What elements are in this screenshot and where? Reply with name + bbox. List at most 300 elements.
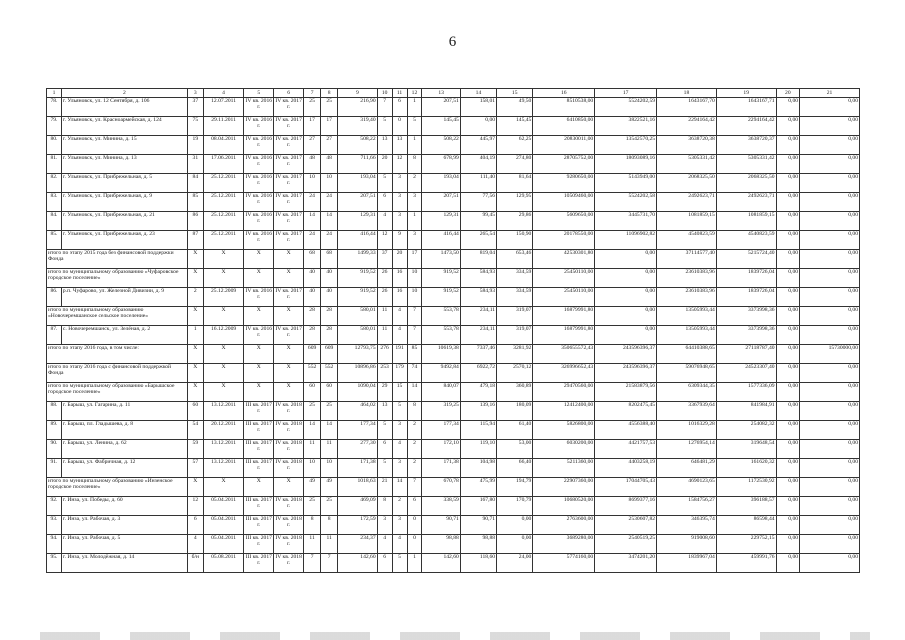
cell-c17: 0,00	[595, 307, 657, 326]
row-number: 82.	[47, 174, 62, 193]
cell-c5: IV кв. 2016 г.	[244, 326, 274, 345]
cell-c16: 20830011,00	[533, 136, 595, 155]
cell-c5: X	[244, 345, 274, 364]
cell-c19: 3638720,37	[716, 136, 776, 155]
cell-c11: 3	[392, 212, 407, 231]
cell-c21: 0,00	[800, 402, 860, 421]
cell-c10: 4	[377, 535, 392, 554]
cell-c4: X	[203, 269, 244, 288]
address-cell: г. Барыш, ул. Фабричная, д. 12	[61, 459, 187, 478]
cell-c5: X	[244, 250, 274, 269]
cell-c16: 10680520,00	[533, 497, 595, 516]
cell-c10: 276	[377, 345, 392, 364]
cell-c6: IV кв. 2017 г.	[274, 212, 304, 231]
cell-c21: 0,00	[800, 364, 860, 383]
cell-c11: 9	[392, 231, 407, 250]
cell-c14: 819,04	[460, 250, 496, 269]
cell-c11: 20	[392, 250, 407, 269]
cell-c12: 10	[407, 288, 422, 307]
cell-c5: III кв. 2017 г.	[244, 554, 274, 573]
cell-c9: 172,59	[338, 516, 377, 535]
cell-c11: 15	[392, 383, 407, 402]
cell-c19: 3373998,36	[716, 307, 776, 326]
cell-c17: 5143949,00	[595, 174, 657, 193]
cell-c19: 1172530,92	[716, 478, 776, 497]
cell-c12: 85	[407, 345, 422, 364]
cell-c14: 404,19	[460, 155, 496, 174]
cell-c15: 360,89	[497, 383, 533, 402]
cell-c14: 584,93	[460, 288, 496, 307]
cell-c20: 0,00	[776, 497, 799, 516]
cell-c14: 445,97	[460, 136, 496, 155]
cell-c13: 508,22	[422, 136, 460, 155]
cell-c14: 111,40	[460, 174, 496, 193]
cell-c15: 53,00	[497, 440, 533, 459]
cell-c17: 3445731,70	[595, 212, 657, 231]
cell-c13: 171,38	[422, 459, 460, 478]
cell-c7: 14	[304, 212, 321, 231]
cell-c20: 0,00	[776, 459, 799, 478]
table-row	[47, 516, 860, 535]
cell-c11: 3	[392, 421, 407, 440]
cell-c11: 0	[392, 117, 407, 136]
cell-c21: 0,00	[800, 326, 860, 345]
column-header: 7	[304, 89, 321, 98]
cell-c3: 6	[187, 516, 203, 535]
cell-c13: 553,78	[422, 326, 460, 345]
cell-c14: 118,60	[460, 554, 496, 573]
address-cell: г. Ульяновск, ул. Прибрежельная, д. 9	[61, 193, 187, 212]
cell-c7: 609	[304, 345, 321, 364]
cell-c19: 2294164,42	[716, 117, 776, 136]
cell-c18: 4540823,59	[657, 231, 717, 250]
cell-c12: 6	[407, 497, 422, 516]
column-header: 5	[244, 89, 274, 98]
cell-c3: 87	[187, 231, 203, 250]
cell-c8: 28	[321, 307, 338, 326]
cell-c4: 13.12.2011	[203, 402, 244, 421]
table-row	[47, 497, 860, 516]
cell-c17: 17044705,43	[595, 478, 657, 497]
cell-c6: IV кв. 2017 г.	[274, 326, 304, 345]
cell-c19: 3373998,36	[716, 326, 776, 345]
cell-c20: 0,00	[776, 383, 799, 402]
cell-c16: 6410850,00	[533, 117, 595, 136]
cell-c18: 2294164,42	[657, 117, 717, 136]
cell-c7: 60	[304, 383, 321, 402]
cell-c15: 2570,12	[497, 364, 533, 383]
cell-c21: 0,00	[800, 307, 860, 326]
cell-c20: 0,00	[776, 307, 799, 326]
cell-c15: 0,00	[497, 516, 533, 535]
cell-c17: 0,00	[595, 326, 657, 345]
cell-c18: 919008,60	[657, 535, 717, 554]
cell-c7: 552	[304, 364, 321, 383]
header-row	[47, 89, 860, 98]
cell-c16: 350655572,43	[533, 345, 595, 364]
cell-c5: IV кв. 2016 г.	[244, 231, 274, 250]
cell-c16: 5774160,00	[533, 554, 595, 573]
cell-c3: 1	[187, 326, 203, 345]
cell-c11: 14	[392, 478, 407, 497]
cell-c6: IV кв. 2017 г.	[274, 288, 304, 307]
cell-c21: 0,00	[800, 98, 860, 117]
cell-c10: 6	[377, 193, 392, 212]
cell-c21: 0,00	[800, 459, 860, 478]
cell-c7: 8	[304, 516, 321, 535]
cell-c9: 277,30	[338, 440, 377, 459]
cell-c10: 8	[377, 497, 392, 516]
cell-c16: 25450110,00	[533, 288, 595, 307]
cell-c18: 3638720,38	[657, 136, 717, 155]
column-header: 12	[407, 89, 422, 98]
cell-c11: 6	[392, 98, 407, 117]
column-header: 19	[716, 89, 776, 98]
cell-c6: IV кв. 2017 г.	[274, 174, 304, 193]
cell-c6: X	[274, 307, 304, 326]
cell-c17: 0,00	[595, 269, 657, 288]
cell-c6: X	[274, 250, 304, 269]
cell-c12: 1	[407, 554, 422, 573]
cell-c15: 66,40	[497, 459, 533, 478]
row-number: 90.	[47, 440, 62, 459]
cell-c3: X	[187, 364, 203, 383]
cell-c5: IV кв. 2016 г.	[244, 212, 274, 231]
cell-c10: 3	[377, 516, 392, 535]
cell-c20: 0,00	[776, 478, 799, 497]
column-header: 2	[61, 89, 187, 98]
cell-c15: 145,45	[497, 117, 533, 136]
address-cell: с. Новочеремшанск, ул. Зелёная, д. 2	[61, 326, 187, 345]
row-number: 84.	[47, 212, 62, 231]
cell-c12: 14	[407, 383, 422, 402]
table-row	[47, 554, 860, 573]
row-number: 92.	[47, 497, 62, 516]
table-row	[47, 212, 860, 231]
cell-c4: 13.12.2011	[203, 459, 244, 478]
cell-c8: 10	[321, 174, 338, 193]
cell-c21: 0,00	[800, 136, 860, 155]
cell-c19: 161620,32	[716, 459, 776, 478]
cell-c15: 129,95	[497, 193, 533, 212]
address-cell: г. Ульяновск, ул. Минина, д. 15	[61, 136, 187, 155]
summary-row	[47, 364, 860, 383]
cell-c11: 3	[392, 174, 407, 193]
cell-c8: 17	[321, 117, 338, 136]
column-header: 13	[422, 89, 460, 98]
table-row	[47, 231, 860, 250]
cell-c13: 98,88	[422, 535, 460, 554]
cell-c8: 14	[321, 421, 338, 440]
cell-c13: 670,78	[422, 478, 460, 497]
cell-c19: 396188,57	[716, 497, 776, 516]
cell-c8: 25	[321, 497, 338, 516]
cell-c16: 22907360,00	[533, 478, 595, 497]
cell-c13: 319,25	[422, 402, 460, 421]
cell-c13: 142,60	[422, 554, 460, 573]
cell-c8: 40	[321, 269, 338, 288]
cell-c20: 0,00	[776, 193, 799, 212]
cell-c8: 14	[321, 212, 338, 231]
cell-c7: 25	[304, 497, 321, 516]
cell-c10: 7	[377, 98, 392, 117]
address-cell: р.п. Чуфарово, ул. Железной Дивизии, д. 9	[61, 288, 187, 307]
cell-c13: 177,34	[422, 421, 460, 440]
cell-c21: 0,00	[800, 250, 860, 269]
cell-c18: 2492623,71	[657, 193, 717, 212]
table-row	[47, 288, 860, 307]
cell-c13: 193,04	[422, 174, 460, 193]
cell-c19: 229752,15	[716, 535, 776, 554]
cell-c6: IV кв. 2017 г.	[274, 117, 304, 136]
cell-c8: 552	[321, 364, 338, 383]
address-cell: г. Ульяновск, ул. Прибрежельная, д. 21	[61, 212, 187, 231]
cell-c3: 4	[187, 535, 203, 554]
cell-c5: III кв. 2017 г.	[244, 497, 274, 516]
cell-c11: 16	[392, 288, 407, 307]
table-row	[47, 98, 860, 117]
cell-c6: IV кв. 2018 г.	[274, 516, 304, 535]
cell-c11: 12	[392, 155, 407, 174]
cell-c9: 177,34	[338, 421, 377, 440]
cell-c20: 0,00	[776, 554, 799, 573]
cell-c20: 0,00	[776, 174, 799, 193]
column-header: 3	[187, 89, 203, 98]
summary-row	[47, 269, 860, 288]
cell-c21: 0,00	[800, 155, 860, 174]
cell-c6: IV кв. 2017 г.	[274, 231, 304, 250]
address-cell: г. Инза, ул. Рабочая, д. 3	[61, 516, 187, 535]
cell-c10: 37	[377, 250, 392, 269]
cell-c20: 0,00	[776, 269, 799, 288]
cell-c5: III кв. 2017 г.	[244, 421, 274, 440]
cell-c13: 678,99	[422, 155, 460, 174]
cell-c11: 3	[392, 459, 407, 478]
cell-c12: 3	[407, 231, 422, 250]
address-cell: г. Ульяновск, ул. Прибрежельная, д. 23	[61, 231, 187, 250]
cell-c18: 1016329,28	[657, 421, 717, 440]
cell-c17: 18093089,16	[595, 155, 657, 174]
table-row	[47, 421, 860, 440]
cell-c21: 0,00	[800, 516, 860, 535]
cell-c14: 115,94	[460, 421, 496, 440]
cell-c12: 8	[407, 402, 422, 421]
cell-c5: III кв. 2017 г.	[244, 535, 274, 554]
cell-c3: 12	[187, 497, 203, 516]
column-header: 17	[595, 89, 657, 98]
cell-c10: 6	[377, 554, 392, 573]
cell-c6: IV кв. 2017 г.	[274, 98, 304, 117]
table-row	[47, 535, 860, 554]
cell-c16: 10509460,00	[533, 193, 595, 212]
cell-c8: 68	[321, 250, 338, 269]
cell-c3: X	[187, 307, 203, 326]
cell-c10: 253	[377, 364, 392, 383]
cell-c21: 0,00	[800, 497, 860, 516]
cell-c10: 13	[377, 136, 392, 155]
cell-c10: 26	[377, 269, 392, 288]
summary-row	[47, 383, 860, 402]
cell-c9: 319,40	[338, 117, 377, 136]
cell-c4: 08.04.2011	[203, 136, 244, 155]
resettlement-table	[46, 88, 860, 573]
cell-c9: 919,52	[338, 288, 377, 307]
cell-c3: 75	[187, 117, 203, 136]
cell-c21: 0,00	[800, 478, 860, 497]
cell-c18: 3367939,64	[657, 402, 717, 421]
cell-c9: 469,09	[338, 497, 377, 516]
column-header: 21	[800, 89, 860, 98]
cell-c17: 0,00	[595, 250, 657, 269]
cell-c6: IV кв. 2018 г.	[274, 421, 304, 440]
cell-c4: 25.12.2009	[203, 288, 244, 307]
column-header: 10	[377, 89, 392, 98]
cell-c19: 4540823,59	[716, 231, 776, 250]
cell-c4: X	[203, 478, 244, 497]
cell-c15: 653,46	[497, 250, 533, 269]
cell-c18: 37114577,40	[657, 250, 717, 269]
cell-c21: 0,00	[800, 421, 860, 440]
address-cell: г. Ульяновск, ул. 12 Сентября, д. 106	[61, 98, 187, 117]
cell-c21: 0,00	[800, 383, 860, 402]
cell-c11: 4	[392, 326, 407, 345]
cell-c18: 23610383,96	[657, 269, 717, 288]
cell-c18: 4690123,65	[657, 478, 717, 497]
cell-c19: 1643167,71	[716, 98, 776, 117]
cell-c7: 10	[304, 174, 321, 193]
cell-c13: 553,78	[422, 307, 460, 326]
cell-c18: 646481,29	[657, 459, 717, 478]
cell-c20: 0,00	[776, 364, 799, 383]
cell-c4: 05.04.2011	[203, 497, 244, 516]
cell-c9: 193,04	[338, 174, 377, 193]
cell-c13: 919,52	[422, 269, 460, 288]
cell-c11: 191	[392, 345, 407, 364]
cell-c7: 24	[304, 193, 321, 212]
row-number: 86.	[47, 288, 62, 307]
cell-c21: 0,00	[800, 212, 860, 231]
cell-c15: 319,07	[497, 307, 533, 326]
cell-c13: 416,44	[422, 231, 460, 250]
cell-c8: 60	[321, 383, 338, 402]
cell-c17: 3474201,20	[595, 554, 657, 573]
row-number: 87.	[47, 326, 62, 345]
cell-c5: IV кв. 2016 г.	[244, 117, 274, 136]
cell-c14: 158,01	[460, 98, 496, 117]
cell-c12: 1	[407, 212, 422, 231]
cell-c17: 4403258,19	[595, 459, 657, 478]
cell-c5: IV кв. 2016 г.	[244, 155, 274, 174]
cell-c4: 05.08.2011	[203, 554, 244, 573]
cell-c7: 28	[304, 307, 321, 326]
cell-c20: 0,00	[776, 288, 799, 307]
cell-c15: 180,09	[497, 402, 533, 421]
cell-c14: 584,93	[460, 269, 496, 288]
cell-c7: 7	[304, 554, 321, 573]
cell-c21: 0,00	[800, 554, 860, 573]
row-number: 80.	[47, 136, 62, 155]
cell-c6: X	[274, 364, 304, 383]
cell-c4: 25.12.2011	[203, 193, 244, 212]
cell-c14: 119,10	[460, 440, 496, 459]
cell-c14: 6922,72	[460, 364, 496, 383]
row-number: 95.	[47, 554, 62, 573]
cell-c3: X	[187, 250, 203, 269]
cell-c8: 11	[321, 535, 338, 554]
address-cell: г. Ульяновск, ул. Минина, д. 13	[61, 155, 187, 174]
cell-c8: 27	[321, 136, 338, 155]
table-row	[47, 174, 860, 193]
cell-c18: 23610383,96	[657, 288, 717, 307]
address-cell: г. Барыш, ул. Гагарина, д. 11	[61, 402, 187, 421]
cell-c8: 25	[321, 98, 338, 117]
cell-c17: 4556388,40	[595, 421, 657, 440]
cell-c12: 7	[407, 326, 422, 345]
cell-c3: X	[187, 478, 203, 497]
cell-c20: 0,00	[776, 155, 799, 174]
cell-c16: 5826800,00	[533, 421, 595, 440]
table-row	[47, 326, 860, 345]
cell-c16: 16879991,80	[533, 307, 595, 326]
cell-c11: 4	[392, 307, 407, 326]
cell-c5: IV кв. 2016 г.	[244, 136, 274, 155]
cell-c11: 16	[392, 269, 407, 288]
cell-c7: 40	[304, 288, 321, 307]
cell-c4: X	[203, 345, 244, 364]
cell-c16: 12412400,00	[533, 402, 595, 421]
cell-c21: 0,00	[800, 117, 860, 136]
cell-c5: X	[244, 478, 274, 497]
cell-c16: 16879991,80	[533, 326, 595, 345]
cell-c6: X	[274, 383, 304, 402]
cell-c20: 0,00	[776, 402, 799, 421]
cell-c16: 326996652,43	[533, 364, 595, 383]
cell-c4: 17.06.2011	[203, 155, 244, 174]
cell-c17: 243596396,37	[595, 345, 657, 364]
cell-c3: 37	[187, 98, 203, 117]
cell-c19: 1577336,09	[716, 383, 776, 402]
cell-c3: X	[187, 269, 203, 288]
cell-c3: 59	[187, 440, 203, 459]
cell-c12: 2	[407, 421, 422, 440]
cell-c9: 580,01	[338, 307, 377, 326]
cell-c7: 28	[304, 326, 321, 345]
cell-c5: IV кв. 2016 г.	[244, 288, 274, 307]
cell-c5: X	[244, 364, 274, 383]
cell-c10: 20	[377, 155, 392, 174]
cell-c9: 216,90	[338, 98, 377, 117]
cell-c5: III кв. 2017 г.	[244, 516, 274, 535]
cell-c14: 77,56	[460, 193, 496, 212]
cell-c10: 6	[377, 440, 392, 459]
cell-c7: 24	[304, 231, 321, 250]
cell-c8: 24	[321, 193, 338, 212]
address-cell: г. Инза, ул. Победы, д. 60	[61, 497, 187, 516]
cell-c5: IV кв. 2016 г.	[244, 193, 274, 212]
cell-c17: 5524202,59	[595, 98, 657, 117]
cell-c9: 1018,63	[338, 478, 377, 497]
cell-c11: 5	[392, 554, 407, 573]
cell-c15: 62,25	[497, 136, 533, 155]
cell-c5: III кв. 2017 г.	[244, 440, 274, 459]
cell-c3: 57	[187, 459, 203, 478]
cell-c14: 234,11	[460, 326, 496, 345]
cell-c7: 14	[304, 421, 321, 440]
column-header: 1	[47, 89, 62, 98]
row-number: 85.	[47, 231, 62, 250]
cell-c20: 0,00	[776, 345, 799, 364]
cell-c16: 5211360,00	[533, 459, 595, 478]
